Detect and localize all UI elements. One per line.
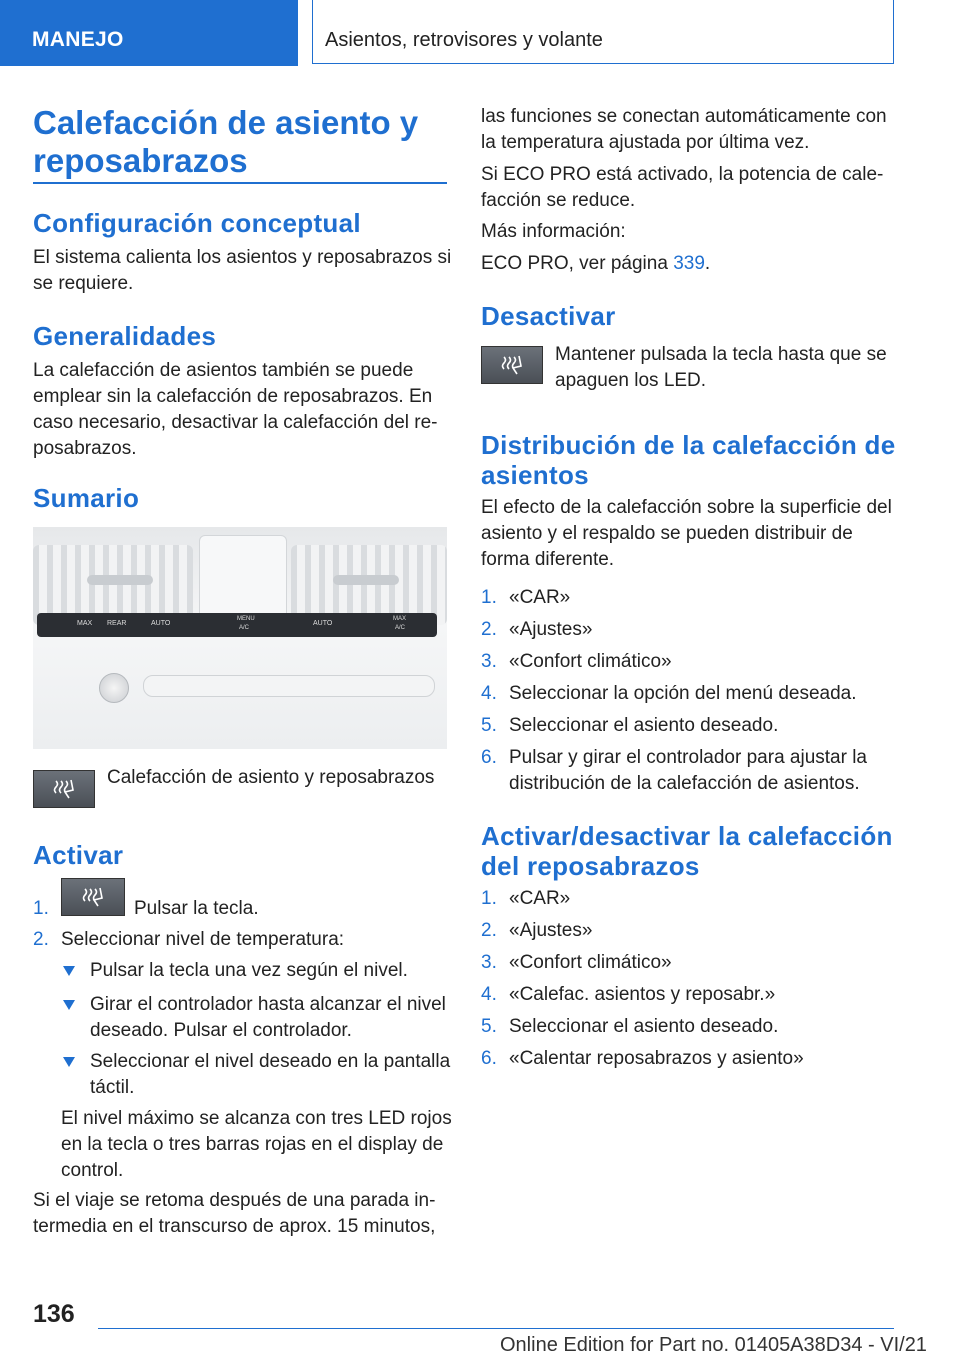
- distribution-line1: El efecto de la calefacción sobre la superficie del: [481, 497, 892, 518]
- bullet-1: Pulsar la tecla una vez según el nivel.: [90, 960, 408, 981]
- step-text: [509, 745, 867, 797]
- seat-heat-icon: [51, 778, 77, 800]
- step-number: 5.: [481, 715, 497, 736]
- chapter-label: Asientos, retrovisores y volante: [325, 29, 603, 51]
- page-number: 136: [33, 1300, 75, 1328]
- armrest-heading-line2: del reposabrazos: [481, 851, 700, 881]
- eco-page-link[interactable]: 339: [673, 253, 705, 274]
- step-number: 3.: [481, 651, 497, 672]
- arm-step-2: [481, 918, 893, 946]
- left-vent-slider: [87, 575, 153, 585]
- icon-caption: Calefacción de asiento y reposabrazos: [107, 767, 435, 788]
- step-text: «Calentar reposabrazos y asiento»: [509, 1048, 804, 1069]
- title-rule: [33, 182, 447, 184]
- step-text: «CAR»: [509, 888, 571, 909]
- eco-line1: Si ECO PRO está activado, la potencia de cale‐: [481, 164, 884, 185]
- bullet-3-line1: Seleccionar el nivel deseado en la pantalla: [90, 1051, 451, 1072]
- dist-step-2: [481, 617, 893, 645]
- strip-label-auto: AUTO: [151, 620, 171, 627]
- step-text: Seleccionar el asiento deseado.: [509, 715, 779, 736]
- concept-heading: Configuración conceptual: [33, 208, 361, 238]
- step-text: Pulsar la tecla.: [134, 898, 259, 919]
- bullet-2-line2: deseado. Pulsar el controlador.: [90, 1020, 352, 1041]
- step-text: Seleccionar el asiento deseado.: [509, 1016, 779, 1037]
- seat-heat-icon: [80, 886, 106, 908]
- eco-line2: facción se reduce.: [481, 190, 636, 211]
- section-label: MANEJO: [32, 28, 124, 51]
- resume-line2: termedia en el transcurso de aprox. 15 minutos,: [33, 1216, 436, 1237]
- distribution-line2: asiento y el respaldo se pueden distribuir de: [481, 523, 853, 544]
- continued-text: [481, 104, 887, 156]
- more-info: Más información:: [481, 221, 626, 242]
- max-level-line2: en la tecla o tres barras rojas en el display de: [61, 1134, 444, 1155]
- dist-step-6: [481, 745, 893, 799]
- step-text: «Calefac. asientos y reposabr.»: [509, 984, 776, 1005]
- arm-step-3: [481, 950, 893, 978]
- step-text: Seleccionar nivel de temperatura:: [61, 929, 345, 950]
- distribution-heading-line2: asientos: [481, 460, 589, 490]
- bullet-arrow-icon: [63, 1000, 75, 1010]
- control-panel-photo: [33, 527, 447, 749]
- max-level-line3: control.: [61, 1160, 124, 1181]
- distribution-heading: [481, 430, 895, 490]
- right-vent-slider: [333, 575, 399, 585]
- eco-reference: [481, 251, 710, 277]
- page-title-line1: Calefacción de asiento y: [33, 104, 419, 141]
- step-number: 6.: [481, 1048, 497, 1069]
- seat-heating-button: [33, 770, 95, 808]
- step-text: «Confort climático»: [509, 952, 672, 973]
- strip-label-rear: REAR: [107, 620, 127, 627]
- continued-line1: las funciones se conectan automáticamente con: [481, 106, 887, 127]
- activate-step-2: [33, 927, 447, 955]
- step-text: «Ajustes»: [509, 920, 593, 941]
- distribution-line3: forma diferente.: [481, 549, 615, 570]
- distribution-text: [481, 495, 892, 573]
- step-6-line1: Pulsar y girar el controlador para ajustar la: [509, 747, 868, 768]
- bullet-2: [90, 992, 446, 1044]
- seat-heating-button: [481, 346, 543, 384]
- arm-step-1: [481, 886, 893, 914]
- eco-reference-text: ECO PRO, ver página: [481, 253, 674, 274]
- strip-label-menu: MENU: [237, 616, 255, 622]
- step-number: 4.: [481, 683, 497, 704]
- deactivate-heading: Desactivar: [481, 301, 616, 331]
- step-number: 1.: [481, 888, 497, 909]
- concept-line1: El sistema calienta los asientos y reposabrazos si: [33, 247, 452, 268]
- deactivate-line1: Mantener pulsada la tecla hasta que se: [555, 344, 887, 365]
- page-title: [33, 104, 418, 180]
- deactivate-line2: apaguen los LED.: [555, 370, 707, 391]
- step-number: 3.: [481, 952, 497, 973]
- step-text: «Ajustes»: [509, 619, 593, 640]
- resume-line1: Si el viaje se retoma después de una parada in‐: [33, 1190, 436, 1211]
- deactivate-text: [555, 342, 887, 394]
- general-line3: caso necesario, desactivar la calefacción del re‐: [33, 412, 438, 433]
- page-title-line2: reposabrazos: [33, 142, 248, 179]
- general-line1: La calefacción de asientos también se puede: [33, 360, 414, 381]
- strip-label-ac: A/C: [239, 625, 250, 631]
- continued-line2: la temperatura ajustada por última vez.: [481, 132, 810, 153]
- step-number: 4.: [481, 984, 497, 1005]
- strip-label-auto2: AUTO: [313, 620, 333, 627]
- step-text: Seleccionar la opción del menú deseada.: [509, 683, 857, 704]
- bullet-2-line1: Girar el controlador hasta alcanzar el nivel: [90, 994, 446, 1015]
- step-6-line2: distribución de la calefacción de asientos.: [509, 773, 860, 794]
- activate-heading: Activar: [33, 840, 124, 870]
- dist-step-3: [481, 649, 893, 677]
- step-number: 2.: [33, 929, 49, 950]
- bullet-3: [90, 1049, 450, 1101]
- footer-rule: [98, 1328, 894, 1329]
- eco-reference-end: .: [704, 253, 711, 274]
- armrest-heading-line1: Activar/desactivar la calefacción: [481, 821, 893, 851]
- arm-step-4: [481, 982, 893, 1010]
- arm-step-6: [481, 1046, 893, 1074]
- step-text: «CAR»: [509, 587, 571, 608]
- bullet-3-line2: táctil.: [90, 1077, 135, 1098]
- step-number: 1.: [481, 587, 497, 608]
- step-number: 6.: [481, 747, 497, 768]
- bullet-arrow-icon: [63, 966, 75, 976]
- step-number: 1.: [33, 898, 49, 919]
- armrest-heading: [481, 821, 893, 881]
- strip-label-max2: MAX: [393, 616, 407, 622]
- dist-step-5: [481, 713, 893, 741]
- summary-heading: Sumario: [33, 483, 140, 513]
- strip-label-max: MAX: [77, 620, 93, 627]
- seat-heat-icon: [499, 354, 525, 376]
- step-text: «Confort climático»: [509, 651, 672, 672]
- strip-label-ac2: A/C: [395, 625, 406, 631]
- seat-heating-key: [61, 878, 125, 916]
- general-line4: posabrazos.: [33, 438, 137, 459]
- concept-line2: se requiere.: [33, 273, 134, 294]
- distribution-heading-line1: Distribución de la calefacción de: [481, 430, 896, 460]
- bullet-arrow-icon: [63, 1057, 75, 1067]
- step-number: 5.: [481, 1016, 497, 1037]
- lower-trim: [143, 675, 435, 697]
- dist-step-1: [481, 585, 893, 613]
- arm-step-5: [481, 1014, 893, 1042]
- max-level-line1: El nivel máximo se alcanza con tres LED rojos: [61, 1108, 452, 1129]
- general-text: [33, 358, 437, 462]
- step-number: 2.: [481, 920, 497, 941]
- step-number: 2.: [481, 619, 497, 640]
- general-heading: Generalidades: [33, 321, 217, 351]
- resume-note: [33, 1188, 435, 1240]
- general-line2: emplear sin la calefacción de reposabrazos. En: [33, 386, 433, 407]
- eco-note: [481, 162, 883, 214]
- concept-text: [33, 245, 451, 297]
- edition-note: Online Edition for Part no. 01405A38D34 - VI/21: [500, 1334, 927, 1356]
- dist-step-4: [481, 681, 893, 709]
- button-strip: [37, 613, 437, 637]
- max-level-note: [61, 1106, 452, 1184]
- volume-knob: [99, 673, 129, 703]
